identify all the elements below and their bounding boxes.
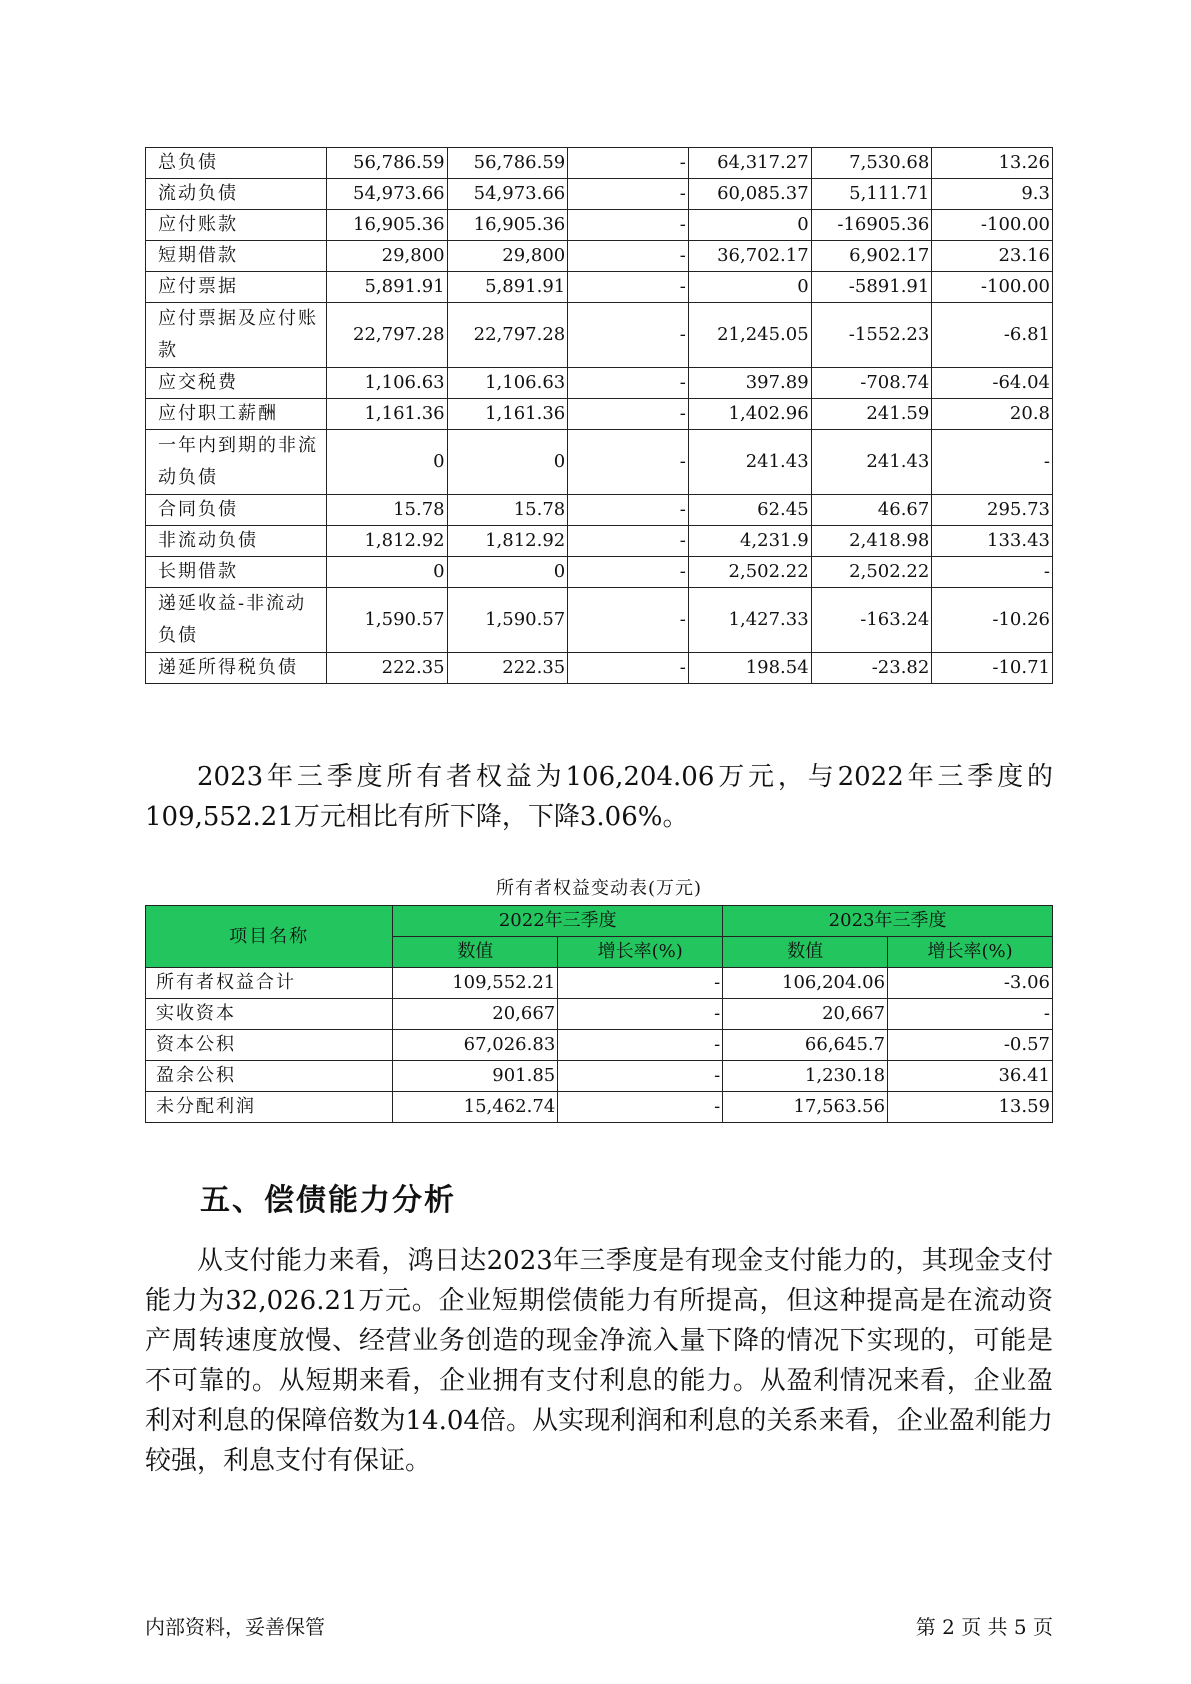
cell-v5: -23.82 <box>811 653 932 684</box>
cell-v1: 1,590.57 <box>326 588 447 653</box>
cell-v6: 9.3 <box>932 179 1053 210</box>
cell-v3: - <box>568 430 689 495</box>
row-label: 非流动负债 <box>146 526 327 557</box>
cell-v4: 241.43 <box>688 430 811 495</box>
row-label: 应付账款 <box>146 210 327 241</box>
cell-v2: 29,800 <box>447 241 568 272</box>
cell-v1: 1,812.92 <box>326 526 447 557</box>
cell-v5: 5,111.71 <box>811 179 932 210</box>
header-period-2022: 2022年三季度 <box>393 906 723 937</box>
cell-g2: 13.59 <box>888 1092 1053 1123</box>
footer-confidential-note: 内部资料，妥善保管 <box>145 1615 325 1639</box>
header-item-name: 项目名称 <box>146 906 393 968</box>
cell-v1: 1,106.63 <box>326 368 447 399</box>
cell-g1: - <box>558 1092 723 1123</box>
section-heading: 五、偿债能力分析 <box>200 1183 456 1218</box>
table-row <box>146 148 1053 179</box>
cell-v1: 54,973.66 <box>326 179 447 210</box>
cell-v2: 22,797.28 <box>447 303 568 368</box>
cell-v5: 2,502.22 <box>811 557 932 588</box>
cell-v2: 20,667 <box>723 999 888 1030</box>
cell-v5: 241.59 <box>811 399 932 430</box>
row-label: 资本公积 <box>146 1030 393 1061</box>
row-label: 流动负债 <box>146 179 327 210</box>
row-label: 盈余公积 <box>146 1061 393 1092</box>
cell-v2: 66,645.7 <box>723 1030 888 1061</box>
table-row <box>146 1061 1053 1092</box>
cell-v3: - <box>568 210 689 241</box>
cell-v2: 222.35 <box>447 653 568 684</box>
cell-g1: - <box>558 1061 723 1092</box>
cell-v2: 0 <box>447 557 568 588</box>
row-label: 应付职工薪酬 <box>146 399 327 430</box>
table-row <box>146 495 1053 526</box>
row-label: 总负债 <box>146 148 327 179</box>
table-row <box>146 399 1053 430</box>
cell-g2: - <box>888 999 1053 1030</box>
cell-v1: 20,667 <box>393 999 558 1030</box>
cell-v6: 23.16 <box>932 241 1053 272</box>
cell-v1: 15,462.74 <box>393 1092 558 1123</box>
table-row <box>146 179 1053 210</box>
table-row <box>146 526 1053 557</box>
cell-v2: 1,812.92 <box>447 526 568 557</box>
header-period-2023: 2023年三季度 <box>723 906 1053 937</box>
equity-table-caption: 所有者权益变动表(万元) <box>495 878 703 899</box>
cell-v1: 901.85 <box>393 1061 558 1092</box>
cell-v3: - <box>568 148 689 179</box>
cell-v6: -6.81 <box>932 303 1053 368</box>
cell-v6: 133.43 <box>932 526 1053 557</box>
row-label: 递延收益-非流动负债 <box>146 588 327 653</box>
cell-v4: 62.45 <box>688 495 811 526</box>
cell-v2: 16,905.36 <box>447 210 568 241</box>
cell-v5: 241.43 <box>811 430 932 495</box>
cell-v1: 56,786.59 <box>326 148 447 179</box>
cell-v2: 106,204.06 <box>723 968 888 999</box>
table-row <box>146 210 1053 241</box>
cell-g1: - <box>558 1030 723 1061</box>
cell-v6: -10.26 <box>932 588 1053 653</box>
cell-v5: 2,418.98 <box>811 526 932 557</box>
row-label: 应付票据及应付账款 <box>146 303 327 368</box>
solvency-analysis-paragraph: 从支付能力来看，鸿日达2023年三季度是有现金支付能力的，其现金支付能力为32,026.21万元。企业短期偿债能力有所提高，但这种提高是在流动资产周转速度放慢、经营业务创造的现金净流入量下降的情况下实现的，可能是不可靠的。从短期来看，企业拥有支付利息的能力。从盈利情况来看，企业盈利对利息的保障倍数为14.04倍。从实现利润和利息的关系来看，企业盈利能力较强，利息支付有保证。 <box>145 1246 1053 1476</box>
cell-v4: 2,502.22 <box>688 557 811 588</box>
cell-v6: - <box>932 557 1053 588</box>
table-row <box>146 368 1053 399</box>
cell-v1: 222.35 <box>326 653 447 684</box>
cell-v4: 21,245.05 <box>688 303 811 368</box>
cell-v6: -100.00 <box>932 210 1053 241</box>
cell-v4: 1,427.33 <box>688 588 811 653</box>
cell-g2: -3.06 <box>888 968 1053 999</box>
cell-v2: 0 <box>447 430 568 495</box>
header-value-2022: 数值 <box>393 937 558 968</box>
cell-v5: 7,530.68 <box>811 148 932 179</box>
cell-v3: - <box>568 368 689 399</box>
table-row <box>146 557 1053 588</box>
cell-v5: -708.74 <box>811 368 932 399</box>
cell-v2: 56,786.59 <box>447 148 568 179</box>
equity-table <box>145 905 1053 1123</box>
table-row <box>146 272 1053 303</box>
cell-v4: 4,231.9 <box>688 526 811 557</box>
cell-v1: 67,026.83 <box>393 1030 558 1061</box>
cell-v2: 1,161.36 <box>447 399 568 430</box>
header-growth-2023: 增长率(%) <box>888 937 1053 968</box>
cell-v4: 0 <box>688 272 811 303</box>
cell-v5: -1552.23 <box>811 303 932 368</box>
cell-v4: 60,085.37 <box>688 179 811 210</box>
cell-g2: 36.41 <box>888 1061 1053 1092</box>
table-row <box>146 303 1053 368</box>
table-row <box>146 1092 1053 1123</box>
cell-v4: 0 <box>688 210 811 241</box>
table-row <box>146 999 1053 1030</box>
cell-v2: 1,106.63 <box>447 368 568 399</box>
cell-v3: - <box>568 588 689 653</box>
cell-v5: 6,902.17 <box>811 241 932 272</box>
cell-v2: 54,973.66 <box>447 179 568 210</box>
cell-v1: 29,800 <box>326 241 447 272</box>
cell-v6: 295.73 <box>932 495 1053 526</box>
cell-v3: - <box>568 179 689 210</box>
row-label: 未分配利润 <box>146 1092 393 1123</box>
cell-v1: 22,797.28 <box>326 303 447 368</box>
cell-v2: 1,230.18 <box>723 1061 888 1092</box>
footer-page-number: 第 2 页 共 5 页 <box>915 1615 1053 1639</box>
cell-v2: 17,563.56 <box>723 1092 888 1123</box>
cell-v4: 64,317.27 <box>688 148 811 179</box>
table-row <box>146 588 1053 653</box>
row-label: 合同负债 <box>146 495 327 526</box>
cell-v4: 198.54 <box>688 653 811 684</box>
cell-v1: 0 <box>326 557 447 588</box>
cell-v3: - <box>568 653 689 684</box>
cell-g1: - <box>558 968 723 999</box>
cell-v1: 109,552.21 <box>393 968 558 999</box>
cell-v1: 16,905.36 <box>326 210 447 241</box>
row-label: 所有者权益合计 <box>146 968 393 999</box>
row-label: 实收资本 <box>146 999 393 1030</box>
row-label: 应交税费 <box>146 368 327 399</box>
cell-v6: -64.04 <box>932 368 1053 399</box>
cell-v4: 1,402.96 <box>688 399 811 430</box>
header-value-2023: 数值 <box>723 937 888 968</box>
row-label: 短期借款 <box>146 241 327 272</box>
cell-v4: 397.89 <box>688 368 811 399</box>
cell-v1: 15.78 <box>326 495 447 526</box>
cell-v2: 1,590.57 <box>447 588 568 653</box>
table-row <box>146 241 1053 272</box>
cell-g2: -0.57 <box>888 1030 1053 1061</box>
cell-v2: 15.78 <box>447 495 568 526</box>
cell-v6: -10.71 <box>932 653 1053 684</box>
table-row <box>146 430 1053 495</box>
table-row <box>146 1030 1053 1061</box>
row-label: 长期借款 <box>146 557 327 588</box>
row-label: 一年内到期的非流动负债 <box>146 430 327 495</box>
cell-v6: 13.26 <box>932 148 1053 179</box>
cell-v5: -16905.36 <box>811 210 932 241</box>
cell-v5: -5891.91 <box>811 272 932 303</box>
cell-v3: - <box>568 303 689 368</box>
cell-g1: - <box>558 999 723 1030</box>
cell-v6: -100.00 <box>932 272 1053 303</box>
cell-v2: 5,891.91 <box>447 272 568 303</box>
cell-v6: 20.8 <box>932 399 1053 430</box>
cell-v4: 36,702.17 <box>688 241 811 272</box>
cell-v3: - <box>568 399 689 430</box>
cell-v1: 1,161.36 <box>326 399 447 430</box>
cell-v3: - <box>568 526 689 557</box>
cell-v3: - <box>568 495 689 526</box>
cell-v3: - <box>568 557 689 588</box>
cell-v3: - <box>568 272 689 303</box>
cell-v5: 46.67 <box>811 495 932 526</box>
cell-v5: -163.24 <box>811 588 932 653</box>
cell-v1: 0 <box>326 430 447 495</box>
equity-summary-paragraph: 2023年三季度所有者权益为106,204.06万元，与2022年三季度的109,552.21万元相比有所下降，下降3.06%。 <box>145 762 1053 832</box>
row-label: 递延所得税负债 <box>146 653 327 684</box>
liabilities-table <box>145 147 1053 684</box>
header-growth-2022: 增长率(%) <box>558 937 723 968</box>
row-label: 应付票据 <box>146 272 327 303</box>
cell-v6: - <box>932 430 1053 495</box>
table-row <box>146 653 1053 684</box>
cell-v1: 5,891.91 <box>326 272 447 303</box>
cell-v3: - <box>568 241 689 272</box>
table-row <box>146 968 1053 999</box>
